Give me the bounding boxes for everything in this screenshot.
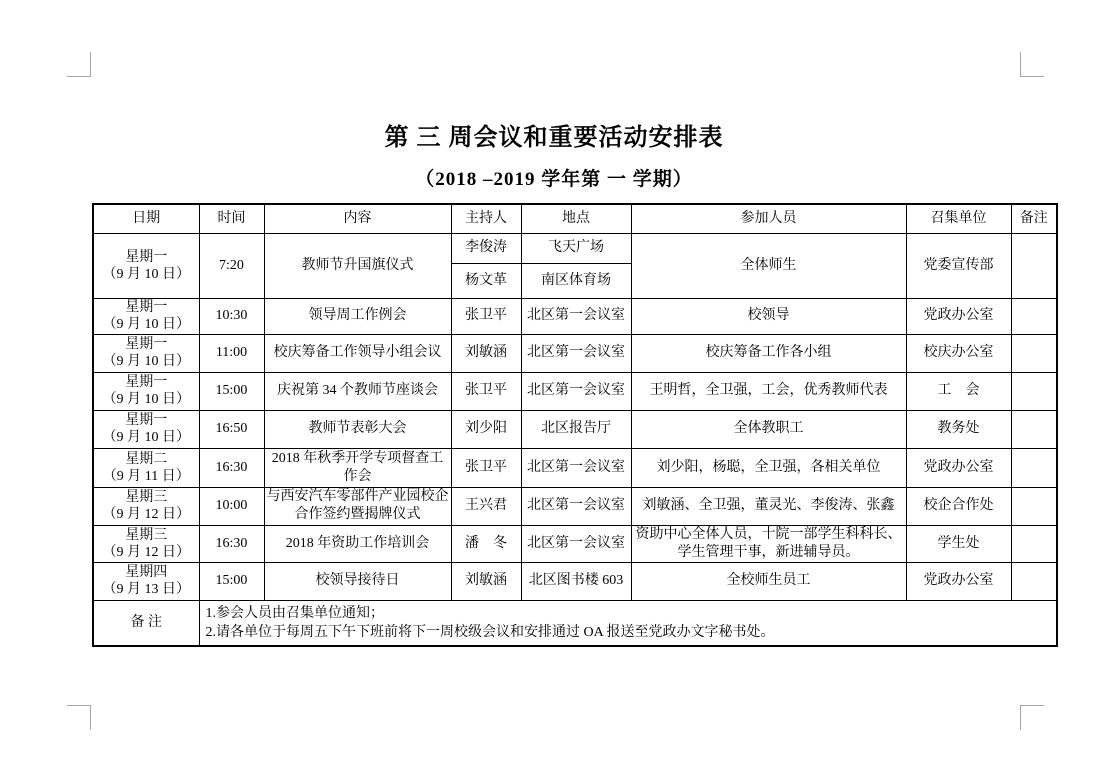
time-cell: 10:00	[199, 487, 264, 525]
time-cell: 15:00	[199, 562, 264, 600]
participants-cell: 全校师生员工	[631, 562, 906, 600]
location-cell: 北区第一会议室	[521, 298, 631, 334]
participants-cell: 刘敏涵、全卫强，董灵光、李俊涛、张鑫	[631, 487, 906, 525]
date-cell	[93, 372, 199, 410]
host-cell: 李俊涛	[451, 233, 521, 263]
remark-row	[93, 600, 1057, 646]
date-day: （9 月 11 日）	[102, 468, 190, 484]
date-cell	[93, 334, 199, 372]
time-cell: 16:50	[199, 410, 264, 448]
participants-cell: 刘少阳，杨聪，全卫强，各相关单位	[631, 448, 906, 487]
header-organizer: 召集单位	[906, 204, 1011, 233]
time-cell: 16:30	[199, 448, 264, 487]
content-cell: 2018 年秋季开学专项督查工作会	[264, 448, 451, 487]
organizer-cell: 校庆办公室	[906, 334, 1011, 372]
date-day: （9 月 10 日）	[102, 266, 190, 282]
header-time: 时间	[199, 204, 264, 233]
time-cell: 11:00	[199, 334, 264, 372]
time-cell: 16:30	[199, 525, 264, 562]
location-cell: 飞天广场	[521, 233, 631, 263]
host-cell: 杨文革	[451, 263, 521, 298]
note-cell	[1011, 233, 1057, 298]
date-day: （9 月 13 日）	[102, 582, 190, 597]
location-cell: 北区报告厅	[521, 410, 631, 448]
header-location: 地点	[521, 204, 631, 233]
header-date: 日期	[93, 204, 199, 233]
host-cell: 刘敏涵	[451, 562, 521, 600]
date-cell	[93, 525, 199, 562]
date-weekday: 星期四	[125, 565, 168, 580]
organizer-cell: 党政办公室	[906, 562, 1011, 600]
content-cell: 教师节升国旗仪式	[264, 233, 451, 298]
date-weekday: 星期三	[125, 490, 168, 505]
content-cell: 与西安汽车零部件产业园校企合作签约暨揭牌仪式	[264, 487, 451, 525]
organizer-cell: 党委宣传部	[906, 233, 1011, 298]
date-cell	[93, 448, 199, 487]
participants-cell: 校庆筹备工作各小组	[631, 334, 906, 372]
table-row	[93, 410, 1057, 448]
date-day: （9 月 12 日）	[102, 544, 190, 560]
header-participants: 参加人员	[631, 204, 906, 233]
location-cell: 北区第一会议室	[521, 372, 631, 410]
content-cell: 庆祝第 34 个教师节座谈会	[264, 372, 451, 410]
location-cell: 北区第一会议室	[521, 334, 631, 372]
organizer-cell: 工 会	[906, 372, 1011, 410]
content-cell: 教师节表彰大会	[264, 410, 451, 448]
date-cell	[93, 298, 199, 334]
location-cell: 北区第一会议室	[521, 487, 631, 525]
header-host: 主持人	[451, 204, 521, 233]
host-cell: 张卫平	[451, 372, 521, 410]
table-row	[93, 448, 1057, 487]
time-cell: 10:30	[199, 298, 264, 334]
header-note: 备注	[1011, 204, 1057, 233]
note-cell	[1011, 298, 1057, 334]
location-cell: 南区体育场	[521, 263, 631, 298]
location-cell: 北区第一会议室	[521, 525, 631, 562]
text-boundary-corner-mark-top-left	[67, 52, 91, 77]
note-cell	[1011, 334, 1057, 372]
date-weekday: 星期一	[125, 300, 168, 315]
note-cell	[1011, 525, 1057, 562]
date-weekday: 星期三	[125, 527, 168, 543]
organizer-cell: 党政办公室	[906, 298, 1011, 334]
date-weekday: 星期一	[125, 413, 168, 428]
page-subtitle: （2018 –2019 学年第 一 学期）	[415, 169, 693, 190]
date-cell	[93, 233, 199, 298]
date-cell	[93, 487, 199, 525]
date-weekday: 星期一	[125, 375, 168, 390]
remark-content-cell	[199, 600, 1057, 646]
note-cell	[1011, 372, 1057, 410]
host-cell: 刘敏涵	[451, 334, 521, 372]
participants-cell: 王明哲，全卫强，工会，优秀教师代表	[631, 372, 906, 410]
location-cell: 北区图书楼 603	[521, 562, 631, 600]
host-cell: 潘 冬	[451, 525, 521, 562]
participants-cell: 资助中心全体人员，十院一部学生科科长、学生管理干事，新进辅导员。	[631, 525, 906, 562]
note-cell	[1011, 410, 1057, 448]
location-cell: 北区第一会议室	[521, 448, 631, 487]
table-row	[93, 372, 1057, 410]
table-row	[93, 525, 1057, 562]
participants-cell: 校领导	[631, 298, 906, 334]
date-day: （9 月 10 日）	[102, 317, 190, 332]
host-cell: 张卫平	[451, 448, 521, 487]
participants-cell: 全体教职工	[631, 410, 906, 448]
participants-cell: 全体师生	[631, 233, 906, 298]
header-content: 内容	[264, 204, 451, 233]
date-cell	[93, 562, 199, 600]
date-weekday: 星期二	[125, 451, 168, 467]
organizer-cell: 教务处	[906, 410, 1011, 448]
date-day: （9 月 10 日）	[102, 354, 190, 369]
remark-line-1: 1.参会人员由召集单位通知；	[205, 605, 384, 621]
time-cell: 15:00	[199, 372, 264, 410]
date-weekday: 星期一	[125, 337, 168, 352]
organizer-cell: 学生处	[906, 525, 1011, 562]
date-day: （9 月 12 日）	[102, 507, 190, 522]
note-cell	[1011, 487, 1057, 525]
page-title: 第 三 周会议和重要活动安排表	[384, 125, 724, 151]
note-cell	[1011, 448, 1057, 487]
schedule-table	[92, 203, 1058, 647]
text-boundary-corner-mark-top-right	[1020, 52, 1044, 77]
header-row	[93, 204, 1057, 233]
text-boundary-corner-mark-bottom-left	[67, 705, 91, 730]
table-row	[93, 334, 1057, 372]
remark-label-cell: 备 注	[93, 600, 199, 646]
note-cell	[1011, 562, 1057, 600]
date-cell	[93, 410, 199, 448]
organizer-cell: 校企合作处	[906, 487, 1011, 525]
table-row	[93, 562, 1057, 600]
organizer-cell: 党政办公室	[906, 448, 1011, 487]
date-day: （9 月 10 日）	[102, 430, 190, 445]
table-row	[93, 487, 1057, 525]
content-cell: 校庆筹备工作领导小组会议	[264, 334, 451, 372]
host-cell: 王兴君	[451, 487, 521, 525]
content-cell: 2018 年资助工作培训会	[264, 525, 451, 562]
date-weekday: 星期一	[125, 249, 168, 265]
time-cell: 7:20	[199, 233, 264, 298]
table-row	[93, 233, 1057, 263]
date-day: （9 月 10 日）	[102, 392, 190, 407]
text-boundary-corner-mark-bottom-right	[1020, 705, 1044, 730]
host-cell: 刘少阳	[451, 410, 521, 448]
remark-line-2: 2.请各单位于每周五下午下班前将下一周校级会议和安排通过 OA 报送至党政办文字秘书处。	[205, 624, 775, 640]
content-cell: 领导周工作例会	[264, 298, 451, 334]
content-cell: 校领导接待日	[264, 562, 451, 600]
host-cell: 张卫平	[451, 298, 521, 334]
table-row	[93, 298, 1057, 334]
